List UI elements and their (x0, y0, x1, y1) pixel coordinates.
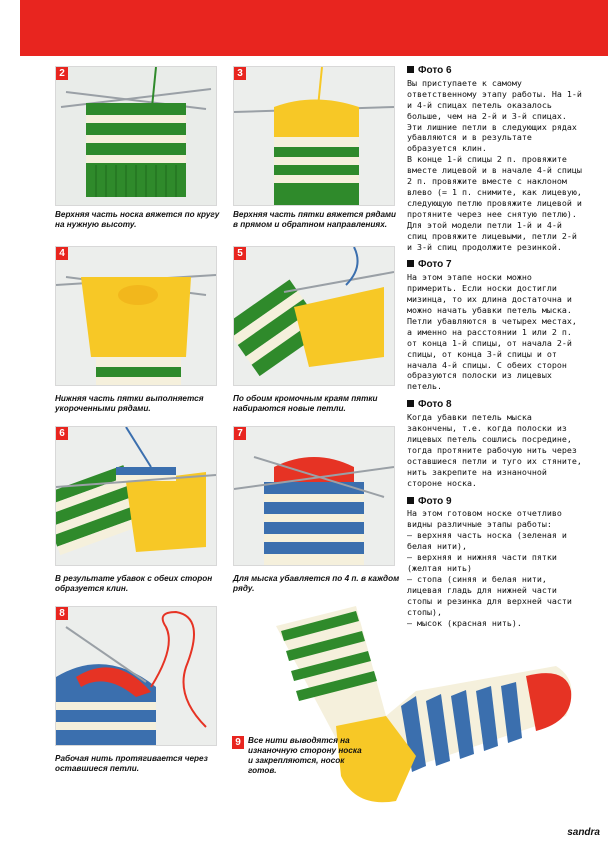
square-bullet-icon (407, 400, 414, 407)
photo-7 (233, 426, 395, 566)
paragraph: Когда убавки петель мыска закончены, т.е. когда полоски из лицевых петель сошлись посредине, тогда протяните рабочую нить через оставшиеся петли и туго их стяните, нить закрепите на изнаночной стороне носка. (407, 412, 582, 488)
square-bullet-icon (407, 66, 414, 73)
photo-6 (55, 426, 217, 566)
caption-3: Верхняя часть пятки вяжется рядами в прямом и обратном направлениях. (233, 210, 397, 229)
step-number: 2 (56, 67, 68, 80)
square-bullet-icon (407, 260, 414, 267)
section-heading: Фото 9 (407, 497, 583, 508)
photo-8-illustration (56, 607, 216, 745)
caption-9: Все нити выводятся на изнаночную сторону носка и закрепляются, носок готов. (248, 736, 362, 775)
caption-2: Верхняя часть носка вяжется по кругу на нужную высоту. (55, 210, 220, 229)
section-heading: Фото 8 (407, 400, 583, 411)
step-number: 6 (56, 427, 68, 440)
square-bullet-icon (407, 497, 414, 504)
photo-4-illustration (56, 247, 216, 385)
photo-2 (55, 66, 217, 206)
photo-4 (55, 246, 217, 386)
paragraph: Для этой модели петли 1-й и 4-й спиц провяжите лицевыми, петли 2-й и 3-й спиц продолжите резинкой. (407, 219, 577, 252)
step-number: 7 (234, 427, 246, 440)
photo-8 (55, 606, 217, 746)
brand-logo: sandra (567, 827, 600, 838)
photo-7-illustration (234, 427, 394, 565)
photo-3 (233, 66, 395, 206)
paragraph: В конце 1-й спицы 2 п. провяжите вместе лицевой и в начале 4-й спицы 2 п. провяжите вместе с наклоном влево (= 1 п. снимите, как лицевую, следующую петлю провяжите лицевой и протяните через нее снятую петлю). (407, 154, 582, 219)
step-number: 5 (234, 247, 246, 260)
step-number: 4 (56, 247, 68, 260)
step-number-9: 9 (232, 736, 244, 749)
paragraph: – верхняя и нижняя части пятки (желтая нить) (407, 552, 557, 573)
paragraph: Вы приступаете к самому ответственному этапу работы. На 1-й и 4-й спицах петель оказалось больше, чем на 2-й и 3-й спицах. Эти лишние петли в следующих рядах убавляются и в результате образуется клин. (407, 77, 582, 154)
caption-4: Нижняя часть пятки выполняется укороченными рядами. (55, 394, 204, 413)
step-number: 3 (234, 67, 246, 80)
top-color-bar (0, 0, 608, 56)
paragraph: На этом готовом носке отчетливо видны различные этапы работы: (407, 508, 562, 530)
caption-7: Для мыска убавляется по 4 п. в каждом ряду. (233, 574, 400, 593)
caption-5: По обоим кромочным краям пятки набираются новые петли. (233, 394, 378, 413)
photo-6-illustration (56, 427, 216, 565)
caption-6: В результате убавок с обеих сторон образуется клин. (55, 574, 213, 593)
photo-3-illustration (234, 67, 394, 205)
instructions-column (407, 66, 583, 628)
step-number: 8 (56, 607, 68, 620)
paragraph: – мысок (красная нить). (407, 617, 522, 628)
photo-2-illustration (56, 67, 216, 205)
paragraph: На этом этапе носки можно примерить. Если носки достигли мизинца, то их длина достаточна и можно начать убавки петель мыска. Петли убавляются в четырех местах, а именно на расстоянии 1 или 2 п. от конца 1-й спицы, от начала 2-й спицы, от конца 3-й спицы и от начала 4-й спицы. С обеих сторон образуются полоски из лицевых петель. (407, 272, 577, 392)
paragraph: – стопа (синяя и белая нити, лицевая гладь для нижней части стопы и резинка для верхней части стопы), (407, 573, 572, 617)
photo-5 (233, 246, 395, 386)
section-heading: Фото 7 (407, 260, 583, 271)
caption-8: Рабочая нить протягивается через оставшиеся петли. (55, 754, 208, 773)
paragraph: – верхняя часть носка (зеленая и белая нити), (407, 530, 567, 552)
photo-5-illustration (234, 247, 394, 385)
section-heading: Фото 6 (407, 66, 583, 77)
